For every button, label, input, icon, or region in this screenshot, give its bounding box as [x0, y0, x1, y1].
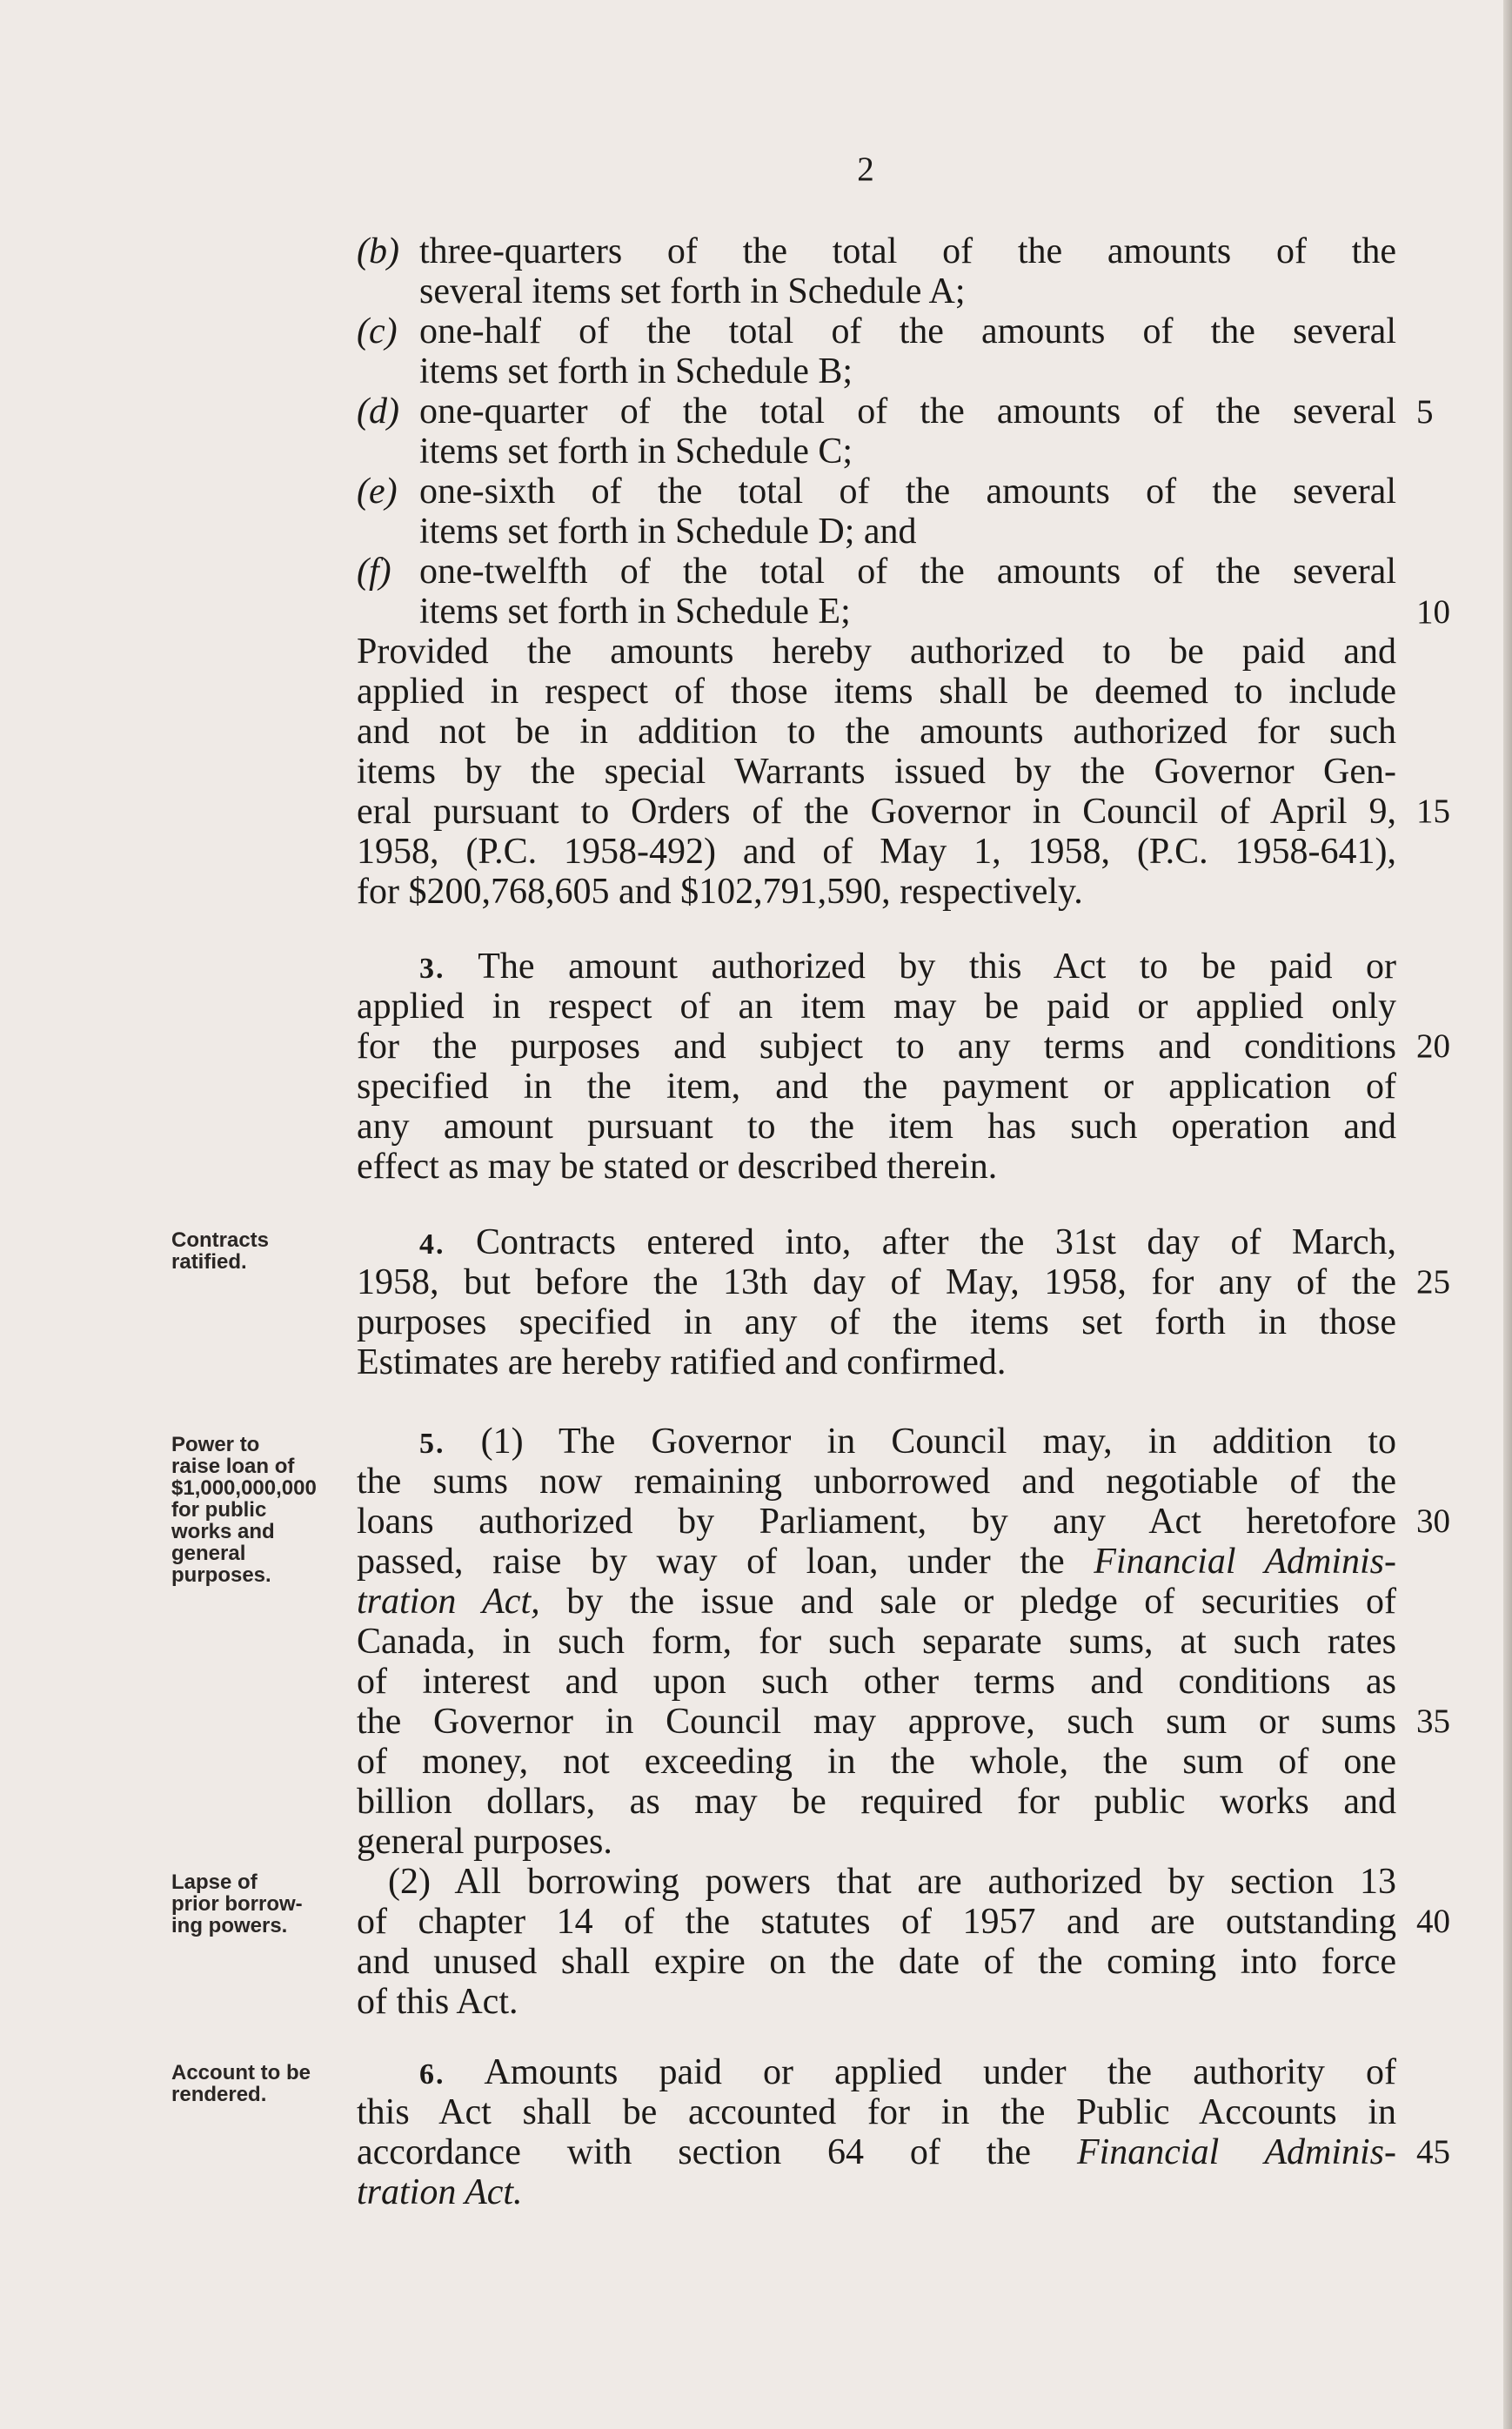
section-6-line: tration Act. — [357, 2172, 523, 2212]
item-c-line-2: items set forth in Schedule B; — [419, 351, 853, 391]
item-e-line-1: (e) one-sixth of the total of the amounts of the several — [357, 472, 1396, 512]
section-6-line: accordance with section 64 of the Financial Adminis- — [357, 2132, 1396, 2172]
section-4-line: 1958, but before the 13th day of May, 1958, for any of the — [357, 1262, 1396, 1302]
page-number: 2 — [857, 151, 874, 188]
proviso-line: applied in respect of those items shall be deemed to include — [357, 672, 1396, 712]
item-d-line-1: (d) one-quarter of the total of the amounts of the several — [357, 391, 1396, 432]
section-5-2-line: of chapter 14 of the statutes of 1957 and are outstanding — [357, 1902, 1396, 1942]
proviso-line: eral pursuant to Orders of the Governor in Council of April 9, — [357, 792, 1396, 832]
margin-note-power-to-raise-loan: Power to raise loan of $1,000,000,000 for public works and general purposes. — [171, 1433, 317, 1587]
section-5-line: tration Act, by the issue and sale or pledge of securities of — [357, 1582, 1396, 1622]
section-5-line: general purposes. — [357, 1822, 612, 1862]
proviso-line: 1958, (P.C. 1958-492) and of May 1, 1958, (P.C. 1958-641), — [357, 832, 1396, 872]
margin-note-contracts: Contracts ratified. — [171, 1228, 270, 1274]
page-edge-shadow — [1503, 0, 1512, 2429]
section-3-line: applied in respect of an item may be paid or applied only — [357, 987, 1396, 1027]
section-4-line: purposes specified in any of the items set forth in those — [357, 1302, 1396, 1342]
section-5-line: the Governor in Council may approve, such sum or sums — [357, 1702, 1396, 1742]
line-number: 5 — [1416, 393, 1434, 431]
section-3-line: 3. The amount authorized by this Act to be paid or — [419, 947, 1397, 987]
section-5-line: billion dollars, as may be required for public works and — [357, 1782, 1396, 1822]
item-b-line-1: (b) three-quarters of the total of the amounts of the — [357, 231, 1396, 271]
proviso-line: items by the special Warrants issued by the Governor Gen- — [357, 752, 1396, 792]
section-6-line: 6. Amounts paid or applied under the authority of — [419, 2052, 1396, 2092]
item-f-line-2: items set forth in Schedule E; — [419, 592, 851, 632]
line-number: 10 — [1416, 593, 1450, 631]
section-5-line: the sums now remaining unborrowed and negotiable of the — [357, 1462, 1396, 1502]
section-5-line: Canada, in such form, for such separate sums, at such rates — [357, 1622, 1396, 1662]
line-number: 45 — [1416, 2133, 1450, 2171]
section-5-2-line: of this Act. — [357, 1982, 518, 2022]
section-5-2-line: (2) All borrowing powers that are authorized by section 13 — [388, 1862, 1396, 1902]
line-number: 30 — [1416, 1502, 1450, 1540]
margin-note-account-to-be-rendered: Account to be rendered. — [171, 2061, 311, 2106]
section-5-line: of money, not exceeding in the whole, the sum of one — [357, 1742, 1396, 1782]
section-4-line: Estimates are hereby ratified and confirmed. — [357, 1342, 1007, 1382]
line-number: 35 — [1416, 1703, 1450, 1740]
section-5-line: passed, raise by way of loan, under the Financial Adminis- — [357, 1542, 1396, 1582]
margin-note-lapse-of-borrowing-powers: Lapse of prior borrow- ing powers. — [171, 1870, 303, 1937]
section-3-line: specified in the item, and the payment or application of — [357, 1067, 1396, 1107]
item-d-line-2: items set forth in Schedule C; — [419, 432, 853, 472]
proviso-line: and not be in addition to the amounts authorized for such — [357, 712, 1396, 752]
proviso-line: Provided the amounts hereby authorized to be paid and — [357, 632, 1396, 672]
section-5-line: 5. (1) The Governor in Council may, in addition to — [419, 1422, 1397, 1462]
section-5-line: loans authorized by Parliament, by any Act heretofore — [357, 1502, 1396, 1542]
section-6-number: 6. — [419, 2058, 445, 2091]
item-b-line-2: several items set forth in Schedule A; — [419, 271, 966, 311]
item-f-line-1: (f) one-twelfth of the total of the amounts of the several — [357, 552, 1396, 592]
section-5-line: of interest and upon such other terms and conditions as — [357, 1662, 1396, 1702]
schedule-items — [357, 231, 1396, 912]
section-4-number: 4. — [419, 1228, 445, 1261]
section-4 — [357, 1222, 1396, 1382]
section-3-number: 3. — [419, 953, 445, 985]
proviso-line: for $200,768,605 and $102,791,590, respectively. — [357, 872, 1083, 912]
line-number: 15 — [1416, 793, 1450, 830]
section-6-line: this Act shall be accounted for in the Public Accounts in — [357, 2092, 1396, 2132]
item-e-line-2: items set forth in Schedule D; and — [419, 512, 917, 552]
section-6 — [357, 2052, 1396, 2212]
item-c-line-1: (c) one-half of the total of the amounts of the several — [357, 311, 1396, 351]
section-5 — [357, 1422, 1396, 2022]
line-number: 40 — [1416, 1903, 1450, 1940]
line-number: 20 — [1416, 1027, 1450, 1065]
section-5-2-line: and unused shall expire on the date of the coming into force — [357, 1942, 1396, 1982]
line-number: 25 — [1416, 1263, 1450, 1301]
section-5-number: 5. — [419, 1428, 445, 1460]
section-3-line: any amount pursuant to the item has such operation and — [357, 1107, 1396, 1147]
section-3 — [357, 947, 1396, 1187]
section-4-line: 4. Contracts entered into, after the 31st day of March, — [419, 1222, 1397, 1262]
section-3-line: effect as may be stated or described therein. — [357, 1147, 998, 1187]
section-3-line: for the purposes and subject to any terms and conditions — [357, 1027, 1396, 1067]
